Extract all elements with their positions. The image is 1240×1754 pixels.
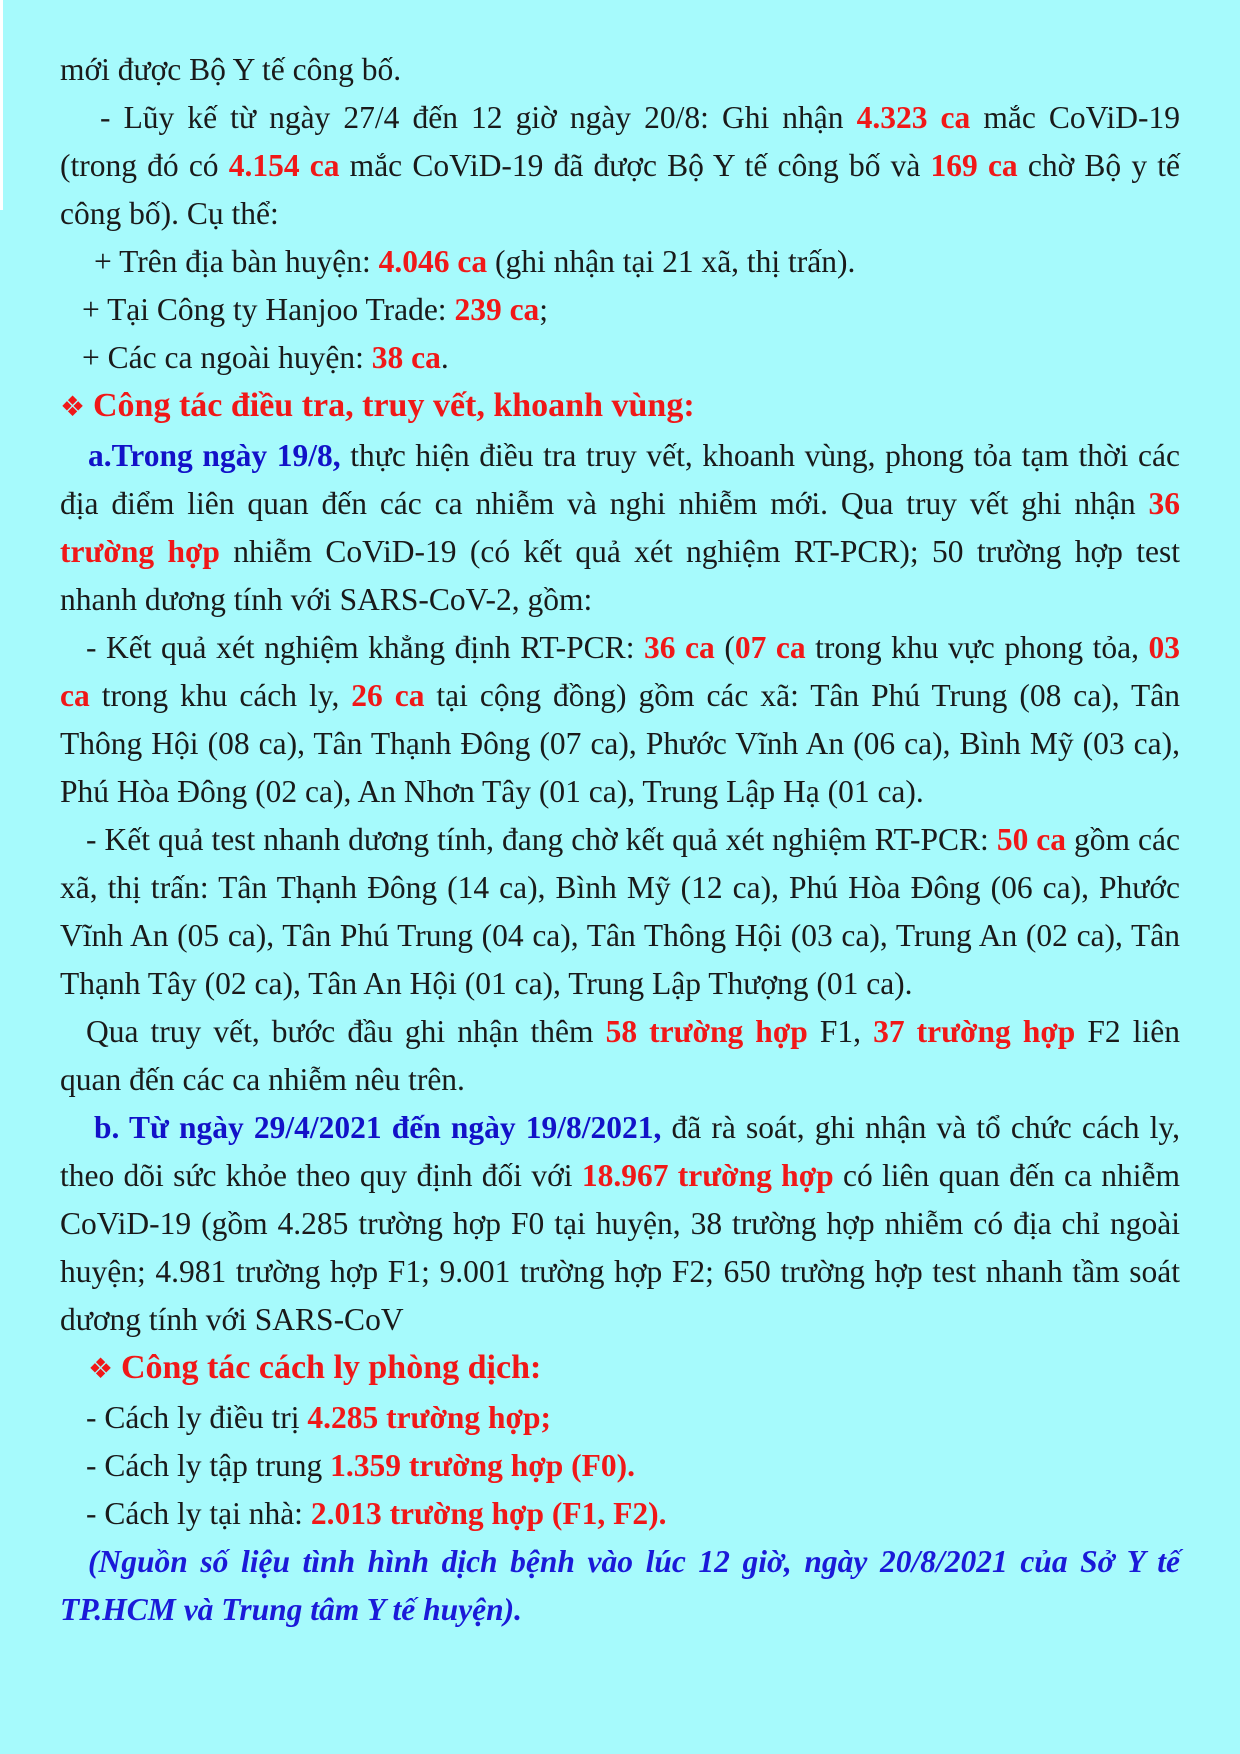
paragraph-cumulative: - Lũy kế từ ngày 27/4 đến 12 giờ ngày 20/8: Ghi nhận 4.323 ca mắc CoViD-19 (trong đó có 4.154 ca mắc CoViD-19 đã được Bộ Y tế công bố và 169 ca chờ Bộ y tế công bố). Cụ thể:	[60, 100, 1181, 231]
bullet-outside: + Các ca ngoài huyện: 38 ca.	[82, 340, 449, 375]
section-heading-investigation: ❖ Công tác điều tra, truy vết, khoanh vùng:	[60, 387, 695, 424]
isolation-home: - Cách ly tại nhà: 2.013 trường hợp (F1, F2).	[86, 1496, 667, 1531]
diamond-bullet-icon: ❖	[88, 1354, 114, 1385]
paragraph-rt-pcr-results: - Kết quả xét nghiệm khẳng định RT-PCR: 36 ca (07 ca trong khu vực phong tỏa, 03 ca trong khu cách ly, 26 ca tại cộng đồng) gồm các xã: Tân Phú Trung (08 ca), Tân Thông Hội (08 ca), Tân Thạnh Đông (07 ca), Phước Vĩnh An (06 ca), Bình Mỹ (03 ca), Phú Hòa Đông (02 ca), An Nhơn Tây (01 ca), Trung Lập Hạ (01 ca).	[60, 630, 1181, 809]
isolation-centralized: - Cách ly tập trung 1.359 trường hợp (F0).	[86, 1448, 635, 1483]
paragraph-day-19: a.Trong ngày 19/8, thực hiện điều tra truy vết, khoanh vùng, phong tỏa tạm thời các địa điểm liên quan đến các ca nhiễm và nghi nhiễm mới. Qua truy vết ghi nhận 36 trường hợp nhiễm CoViD-19 (có kết quả xét nghiệm RT-PCR); 50 trường hợp test nhanh dương tính với SARS-CoV-2, gồm:	[60, 438, 1180, 617]
page-edge	[0, 0, 3, 210]
cumulative-total: 4.323 ca	[856, 100, 971, 135]
paragraph-period-summary: b. Từ ngày 29/4/2021 đến ngày 19/8/2021, đã rà soát, ghi nhận và tổ chức cách ly, theo dõi sức khỏe theo quy định đối với 18.967 trường hợp có liên quan đến ca nhiễm CoViD-19 (gồm 4.285 trường hợp F0 tại huyện, 38 trường hợp nhiễm có địa chỉ ngoài huyện; 4.981 trường hợp F1; 9.001 trường hợp F2; 650 trường hợp test nhanh tầm soát dương tính với SARS-CoV	[60, 1110, 1180, 1337]
paragraph-rapid-test-results: - Kết quả test nhanh dương tính, đang chờ kết quả xét nghiệm RT-PCR: 50 ca gồm các xã, thị trấn: Tân Thạnh Đông (14 ca), Bình Mỹ (12 ca), Phú Hòa Đông (06 ca), Phước Vĩnh An (05 ca), Tân Phú Trung (04 ca), Tân Thông Hội (03 ca), Trung An (02 ca), Tân Thạnh Tây (02 ca), Tân An Hội (01 ca), Trung Lập Thượng (01 ca).	[60, 822, 1180, 1001]
subsection-label-b: b. Từ ngày 29/4/2021 đến ngày 19/8/2021,	[94, 1110, 662, 1145]
bullet-district: + Trên địa bàn huyện: 4.046 ca (ghi nhận tại 21 xã, thị trấn).	[94, 244, 856, 279]
paragraph-contact-tracing: Qua truy vết, bước đầu ghi nhận thêm 58 trường hợp F1, 37 trường hợp F2 liên quan đến các ca nhiễm nêu trên.	[60, 1014, 1180, 1097]
section-heading-isolation: ❖ Công tác cách ly phòng dịch:	[88, 1349, 542, 1386]
announced-total: 4.154 ca	[228, 148, 340, 183]
document-content	[60, 46, 1180, 1634]
subsection-label-a: a.Trong ngày 19/8,	[88, 438, 341, 473]
isolation-treatment: - Cách ly điều trị 4.285 trường hợp;	[86, 1400, 552, 1435]
source-note: (Nguồn số liệu tình hình dịch bệnh vào lúc 12 giờ, ngày 20/8/2021 của Sở Y tế TP.HCM và Trung tâm Y tế huyện).	[60, 1544, 1180, 1627]
pending-total: 169 ca	[930, 148, 1018, 183]
bullet-company: + Tại Công ty Hanjoo Trade: 239 ca;	[82, 292, 549, 327]
paragraph-continuation: mới được Bộ Y tế công bố.	[60, 52, 402, 87]
diamond-bullet-icon: ❖	[60, 392, 86, 423]
